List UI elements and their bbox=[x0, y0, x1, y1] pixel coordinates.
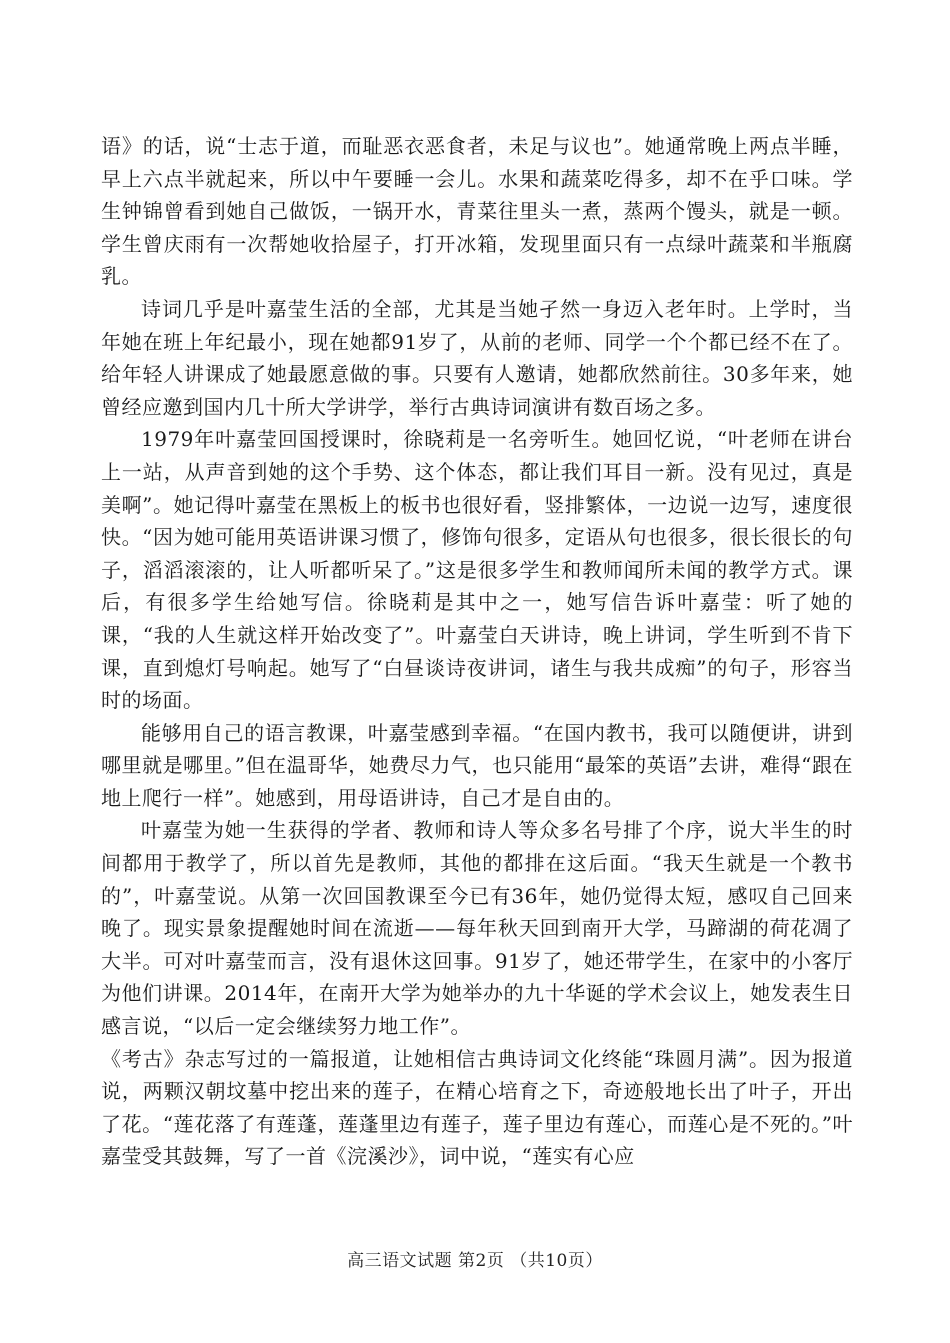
article-body bbox=[101, 130, 853, 1173]
paragraph: 能够用自己的语言教课，叶嘉莹感到幸福。“在国内教书，我可以随便讲，讲到哪里就是哪里。”但在温哥华，她费尽力气，也只能用“最笨的英语”去讲，难得“跟在地上爬行一样”。她感到，用母语讲诗，自己才是自由的。 bbox=[101, 720, 853, 810]
paragraph-continued: 语》的话，说“士志于道，而耻恶衣恶食者，未足与议也”。她通常晚上两点半睡，早上六点半就起来，所以中午要睡一会儿。水果和蔬菜吃得多，却不在乎口味。学生钟锦曾看到她自己做饭，一锅开水，青菜往里头一煮，蒸两个馒头，就是一顿。学生曾庆雨有一次帮她收拾屋子，打开冰箱，发现里面只有一点绿叶蔬菜和半瓶腐乳。 bbox=[101, 134, 853, 289]
page-footer: 高三语文试题 第2页 （共10页） bbox=[347, 1251, 603, 1271]
paragraph: 1979年叶嘉莹回国授课时，徐晓莉是一名旁听生。她回忆说，“叶老师在讲台上一站，从声音到她的这个手势、这个体态，都让我们耳目一新。没有见过，真是美啊”。她记得叶嘉莹在黑板上的板书也很好看，竖排繁体，一边说一边写，速度很快。“因为她可能用英语讲课习惯了，修饰句很多，定语从句也很多，很长很长的句子，滔滔滚滚的，让人听都听呆了。”这是很多学生和教师闻所未闻的教学方式。课后，有很多学生给她写信。徐晓莉是其中之一，她写信告诉叶嘉莹：听了她的课，“我的人生就这样开始改变了”。叶嘉莹白天讲诗，晚上讲词，学生听到不肯下课，直到熄灯号响起。她写了“白昼谈诗夜讲词，诸生与我共成痴”的句子，形容当时的场面。 bbox=[101, 427, 853, 713]
paragraph: 诗词几乎是叶嘉莹生活的全部，尤其是当她孑然一身迈入老年时。上学时，当年她在班上年纪最小，现在她都91岁了，从前的老师、同学一个个都已经不在了。给年轻人讲课成了她最愿意做的事。只要有人邀请，她都欣然前往。30多年来，她曾经应邀到国内几十所大学讲学，举行古典诗词演讲有数百场之多。 bbox=[101, 296, 853, 419]
paragraph: 叶嘉莹为她一生获得的学者、教师和诗人等众多名号排了个序，说大半生的时间都用于教学了，所以首先是教师，其他的都排在这后面。“我天生就是一个教书的”，叶嘉莹说。从第一次回国教课至今已有36年，她仍觉得太短，感叹自己回来晚了。现实景象提醒她时间在流逝——每年秋天回到南开大学，马蹄湖的荷花凋了大半。可对叶嘉莹而言，没有退休这回事。91岁了，她还带学生，在家中的小客厅为他们讲课。2014年，在南开大学为她举办的九十华诞的学术会议上，她发表生日感言说，“以后一定会继续努力地工作”。 bbox=[101, 818, 853, 1039]
paragraph: 《考古》杂志写过的一篇报道，让她相信古典诗词文化终能“珠圆月满”。因为报道说，两颗汉朝坟墓中挖出来的莲子，在精心培育之下，奇迹般地长出了叶子，开出了花。“莲花落了有莲蓬，莲蓬里边有莲子，莲子里边有莲心，而莲心是不死的。”叶嘉莹受其鼓舞，写了一首《浣溪沙》，词中说，“莲实有心应 bbox=[101, 1046, 853, 1169]
